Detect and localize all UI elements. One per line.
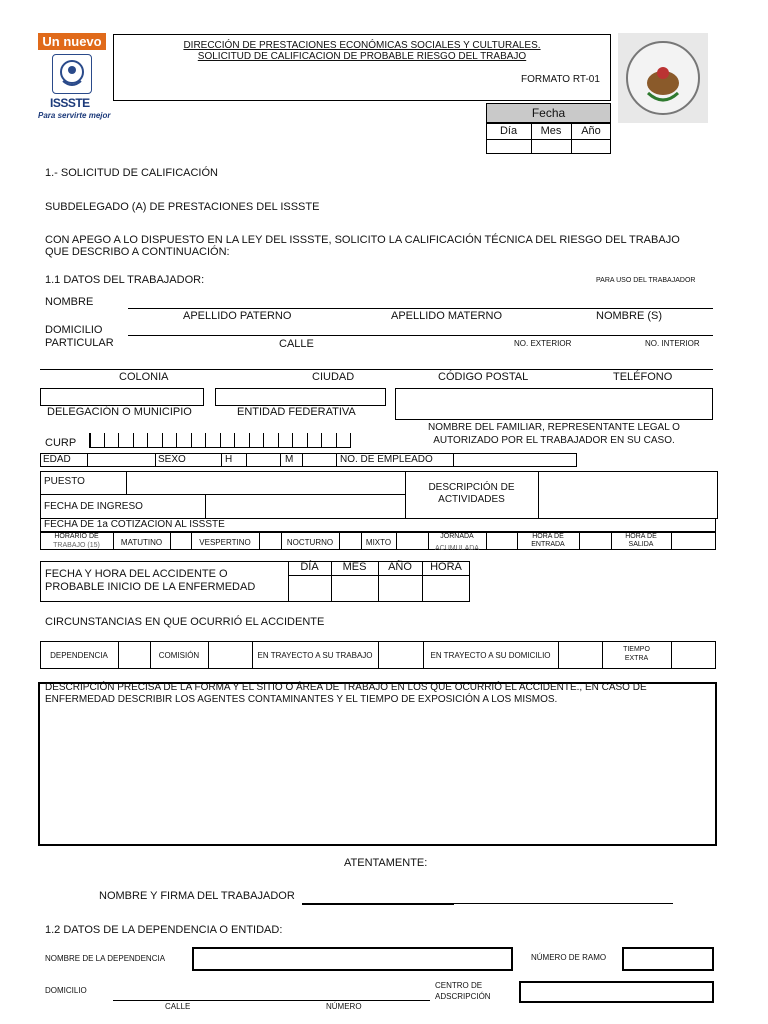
familiar-field[interactable] bbox=[395, 388, 713, 420]
desc-actividades-label-1: DESCRIPCIÓN DE bbox=[428, 482, 515, 493]
statement-line1: CON APEGO A LO DISPUESTO EN LA LEY DEL ISSSTE, SOLICITO LA CALIFICACIÓN TÉCNICA DEL RIESGO DEL TRABAJO bbox=[45, 234, 680, 246]
atentamente-label: ATENTAMENTE: bbox=[344, 857, 428, 869]
vespertino-label: VESPERTINO bbox=[199, 538, 251, 547]
vespertino-field[interactable] bbox=[260, 533, 280, 549]
circ-trayecto-trabajo-field[interactable] bbox=[379, 642, 422, 668]
fecha-mes-field[interactable] bbox=[532, 140, 570, 153]
puesto-field[interactable] bbox=[127, 472, 404, 493]
circ-comision-field[interactable] bbox=[209, 642, 251, 668]
domicilio-dependencia-label: DOMICILIO bbox=[45, 986, 87, 995]
circ-tiempo-label-2: EXTRA bbox=[624, 655, 649, 662]
domicilio-label-1: DOMICILIO bbox=[45, 324, 103, 336]
accidente-anio-label: AÑO bbox=[388, 561, 412, 573]
domicilio-label-2: PARTICULAR bbox=[45, 337, 114, 349]
curp-label: CURP bbox=[45, 437, 77, 449]
jornada-label-1: JORNADA bbox=[440, 533, 474, 540]
centro-adscripcion-label-1: CENTRO DE bbox=[435, 981, 483, 990]
fecha-mes-label: Mes bbox=[540, 125, 562, 137]
cp-label: CÓDIGO POSTAL bbox=[438, 371, 529, 383]
fecha-ingreso-field[interactable] bbox=[206, 495, 404, 518]
circ-comision-label: COMISIÓN bbox=[158, 651, 200, 660]
salida-label-1: HORA DE bbox=[625, 533, 657, 540]
logo-slogan: Para servirte mejor bbox=[38, 111, 111, 120]
circ-dependencia-field[interactable] bbox=[119, 642, 149, 668]
familiar-label-1: NOMBRE DEL FAMILIAR, REPRESENTANTE LEGAL O bbox=[428, 422, 680, 433]
nombre-line[interactable] bbox=[128, 308, 713, 309]
dependencia-title: 1.2 DATOS DE LA DEPENDENCIA O ENTIDAD: bbox=[45, 924, 283, 936]
logo-word: ISSSTE bbox=[50, 96, 90, 110]
matutino-field[interactable] bbox=[171, 533, 190, 549]
descripcion-field[interactable] bbox=[38, 682, 717, 846]
national-seal-icon bbox=[618, 33, 708, 123]
edad-label: EDAD bbox=[43, 454, 71, 465]
no-interior-label: NO. INTERIOR bbox=[645, 339, 700, 348]
fecha-anio-label: Año bbox=[581, 125, 601, 137]
circ-tiempo-label-1: TIEMPO bbox=[623, 646, 650, 653]
fecha-anio-field[interactable] bbox=[572, 140, 610, 153]
statement-line2: QUE DESCRIBO A CONTINUACIÓN: bbox=[45, 246, 230, 258]
sexo-m-field[interactable] bbox=[303, 454, 335, 466]
sexo-label: SEXO bbox=[158, 454, 186, 465]
dep-numero-label: NÚMERO bbox=[326, 1002, 362, 1011]
calle-label: CALLE bbox=[279, 338, 314, 350]
no-empleado-label: NO. DE EMPLEADO bbox=[340, 454, 433, 465]
accidente-hora-label: HORA bbox=[430, 561, 462, 573]
circ-trayecto-domicilio-field[interactable] bbox=[559, 642, 601, 668]
fecha-dia-label: Día bbox=[499, 125, 518, 137]
curp-field[interactable] bbox=[89, 447, 351, 448]
horario-label-2: TRABAJO (15) bbox=[53, 542, 100, 549]
desc-actividades-field[interactable] bbox=[539, 472, 717, 518]
salida-label-2: SALIDA bbox=[628, 541, 654, 548]
domicilio-line[interactable] bbox=[128, 335, 713, 336]
circ-trayecto-domicilio-label: EN TRAYECTO A SU DOMICILIO bbox=[430, 651, 551, 660]
logo-tag: Un nuevo bbox=[38, 33, 106, 50]
trabajador-title: 1.1 DATOS DEL TRABAJADOR: bbox=[45, 274, 205, 286]
accidente-anio-field[interactable] bbox=[379, 576, 421, 601]
salida-field[interactable] bbox=[672, 533, 715, 549]
nombres-label: NOMBRE (S) bbox=[596, 310, 662, 322]
no-empleado-field[interactable] bbox=[454, 454, 576, 466]
numero-ramo-field[interactable] bbox=[622, 947, 714, 971]
uso-trabajador: PARA USO DEL TRABAJADOR bbox=[596, 277, 696, 284]
puesto-label: PUESTO bbox=[44, 476, 85, 487]
mixto-label: MIXTO bbox=[365, 538, 392, 547]
descripcion-label-2: ENFERMEDAD DESCRIBIR LOS AGENTES CONTAMINANTES Y EL TIEMPO DE EXPOSICIÓN A LOS MISMOS. bbox=[45, 694, 558, 705]
accidente-hora-field[interactable] bbox=[423, 576, 469, 601]
circ-tiempo-extra-field[interactable] bbox=[672, 642, 715, 668]
ciudad-label: CIUDAD bbox=[312, 371, 355, 383]
entrada-label-2: ENTRADA bbox=[531, 541, 565, 548]
header-title-1: DIRECCIÓN DE PRESTACIONES ECONÓMICAS SOCIALES Y CULTURALES. bbox=[183, 40, 541, 51]
accidente-mes-label: MES bbox=[342, 561, 367, 573]
fecha-ingreso-label: FECHA DE INGRESO bbox=[44, 501, 143, 512]
accidente-mes-field[interactable] bbox=[332, 576, 377, 601]
delegacion-label: DELEGACIÓN O MUNICIPIO bbox=[47, 406, 192, 418]
delegacion-field[interactable] bbox=[40, 388, 204, 406]
circ-trayecto-trabajo-label: EN TRAYECTO A SU TRABAJO bbox=[257, 651, 373, 660]
colonia-label: COLONIA bbox=[119, 371, 169, 383]
telefono-label: TELÉFONO bbox=[613, 371, 673, 383]
no-exterior-label: NO. EXTERIOR bbox=[514, 339, 572, 348]
mixto-field[interactable] bbox=[397, 533, 427, 549]
edad-field[interactable] bbox=[88, 454, 154, 466]
centro-adscripcion-label-2: ADSCRIPCIÓN bbox=[435, 992, 491, 1001]
nocturno-field[interactable] bbox=[340, 533, 360, 549]
jornada-field[interactable] bbox=[487, 533, 516, 549]
firma-line-bold[interactable] bbox=[302, 903, 454, 905]
desc-actividades-label-2: ACTIVIDADES bbox=[438, 494, 505, 505]
sexo-m-label: M bbox=[285, 454, 294, 465]
dep-calle-label: CALLE bbox=[165, 1002, 191, 1011]
circ-dependencia-label: DEPENDENCIA bbox=[50, 651, 108, 660]
sexo-h-label: H bbox=[225, 454, 233, 465]
accidente-fecha-label-1: FECHA Y HORA DEL ACCIDENTE O bbox=[45, 568, 228, 580]
nombre-label: NOMBRE bbox=[45, 296, 94, 308]
circunstancias-label: CIRCUNSTANCIAS EN QUE OCURRIÓ EL ACCIDENTE bbox=[45, 616, 325, 628]
entrada-field[interactable] bbox=[580, 533, 610, 549]
fecha-dia-field[interactable] bbox=[487, 140, 530, 153]
formato-code: FORMATO RT-01 bbox=[521, 74, 600, 85]
nocturno-label: NOCTURNO bbox=[286, 538, 334, 547]
colonia-line[interactable] bbox=[40, 369, 713, 370]
familiar-label-2: AUTORIZADO POR EL TRABAJADOR EN SU CASO. bbox=[433, 435, 675, 446]
descripcion-label-1: DESCRIPCIÓN PRECISA DE LA FORMA Y EL SITIO O ÁREA DE TRABAJO EN LOS QUE OCURRIÓ EL ACCIDENTE., EN CASO DE bbox=[45, 682, 647, 693]
firma-label: NOMBRE Y FIRMA DEL TRABAJADOR bbox=[99, 890, 295, 902]
fecha-header: Fecha bbox=[486, 103, 611, 123]
fecha-cotizacion-label: FECHA DE 1a COTIZACION AL ISSSTE bbox=[44, 519, 225, 530]
matutino-label: MATUTINO bbox=[120, 538, 163, 547]
ap-materno-label: APELLIDO MATERNO bbox=[391, 310, 503, 322]
firma-line[interactable] bbox=[454, 903, 673, 904]
sexo-h-field[interactable] bbox=[247, 454, 279, 466]
entidad-label: ENTIDAD FEDERATIVA bbox=[237, 406, 356, 418]
numero-ramo-label: NÚMERO DE RAMO bbox=[531, 953, 607, 962]
accidente-dia-field[interactable] bbox=[289, 576, 330, 601]
horario-label-1: HORARIO DE bbox=[54, 533, 99, 540]
accidente-fecha-label-2: PROBABLE INICIO DE LA ENFERMEDAD bbox=[45, 581, 256, 593]
section1-title: 1.- SOLICITUD DE CALIFICACIÓN bbox=[45, 167, 218, 179]
entrada-label-1: HORA DE bbox=[532, 533, 564, 540]
issste-logo-icon bbox=[52, 54, 92, 94]
centro-adscripcion-field[interactable] bbox=[519, 981, 714, 1003]
accidente-dia-label: DÍA bbox=[300, 561, 319, 573]
domicilio-dependencia-line[interactable] bbox=[113, 1000, 430, 1001]
nombre-dependencia-field[interactable] bbox=[192, 947, 513, 971]
jornada-label-2: ACUMULADA bbox=[435, 545, 479, 552]
nombre-dependencia-label: NOMBRE DE LA DEPENDENCIA bbox=[45, 954, 166, 963]
header-title-2: SOLICITUD DE CALIFICACION DE PROBABLE RIESGO DEL TRABAJO bbox=[197, 51, 527, 62]
ap-paterno-label: APELLIDO PATERNO bbox=[183, 310, 292, 322]
addressee: SUBDELEGADO (A) DE PRESTACIONES DEL ISSSTE bbox=[45, 201, 320, 213]
entidad-field[interactable] bbox=[215, 388, 386, 406]
